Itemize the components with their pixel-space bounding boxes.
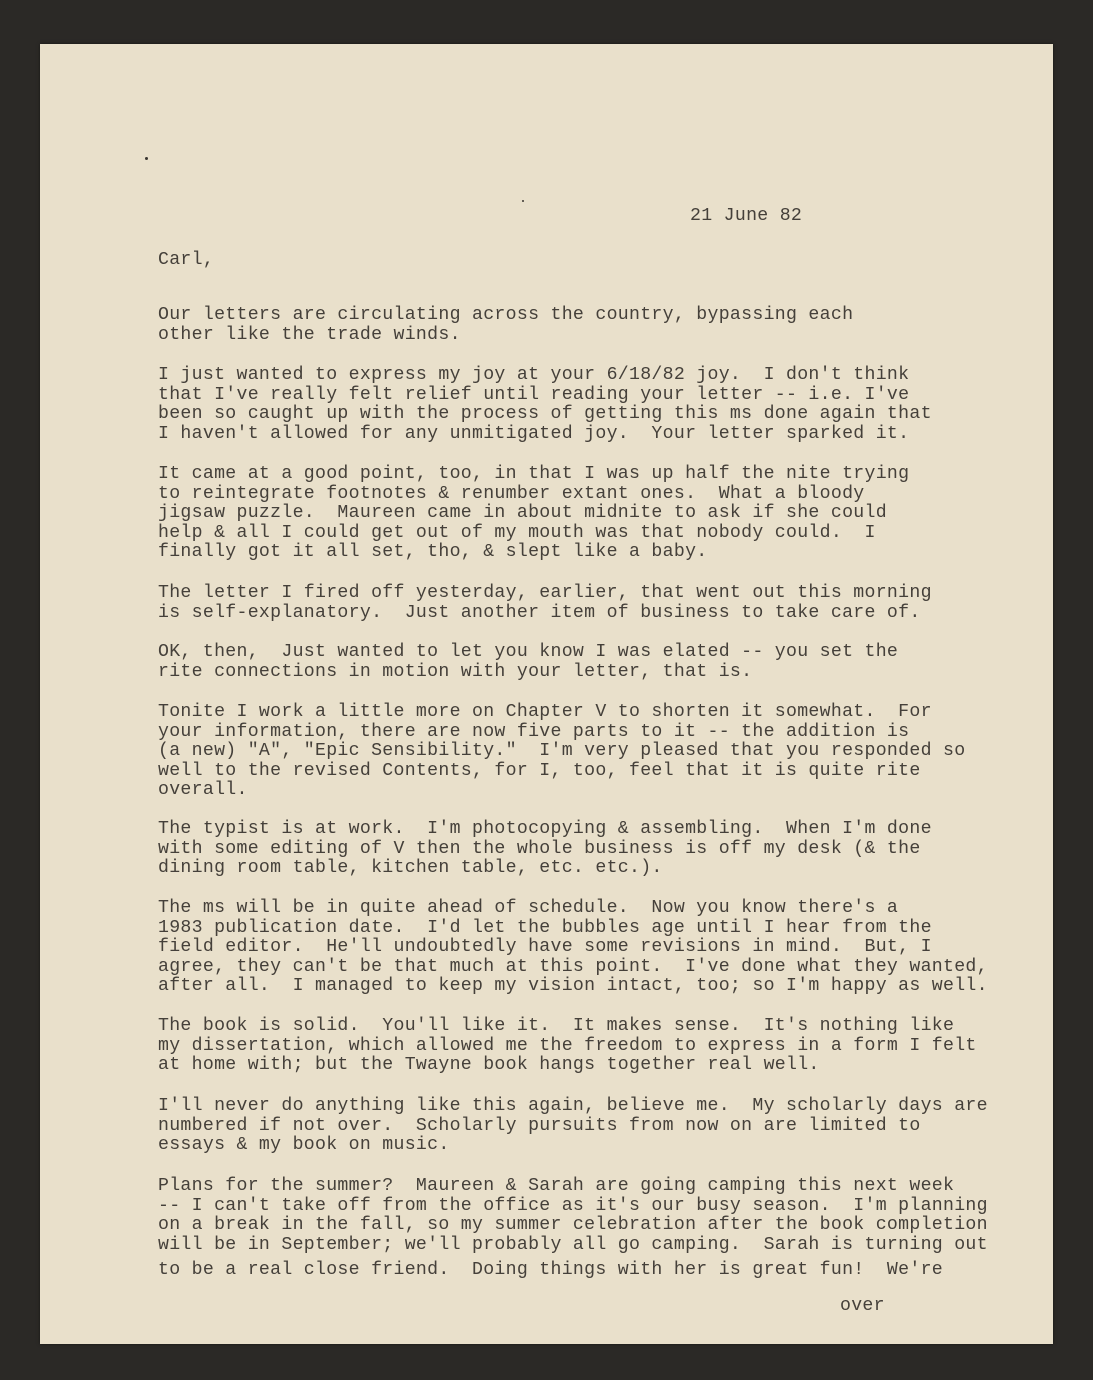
paragraph-line: (a new) "A", "Epic Sensibility." I'm very pleased that you responded so (158, 741, 966, 761)
paragraph-line: on a break in the fall, so my summer celebration after the book completion (158, 1215, 988, 1235)
letter-paragraph (158, 703, 965, 801)
paragraph-line: with some editing of V then the whole business is off my desk (& the (158, 838, 921, 859)
paragraph-line: other like the trade winds. (158, 324, 461, 345)
paragraph-line: help & all I could get out of my mouth was that nobody could. I (158, 522, 876, 543)
letter-page (40, 44, 1053, 1344)
paragraph-line: agree, they can't be that much at this point. I've done what they wanted, (158, 956, 988, 977)
paragraph-line: after all. I managed to keep my vision intact, too; so I'm happy as well. (158, 976, 988, 996)
paragraph-line: The letter I fired off yesterday, earlier, that went out this morning (158, 583, 932, 603)
paragraph-line: -- I can't take off from the office as it's our busy season. I'm planning (158, 1195, 988, 1216)
paragraph-line: 1983 publication date. I'd let the bubbles age until I hear from the (158, 917, 932, 938)
paper-speck (145, 157, 148, 160)
paragraph-line: It came at a good point, too, in that I was up half the nite trying (158, 464, 910, 484)
letter-paragraph (158, 643, 898, 682)
paragraph-line: to be a real close friend. Doing things with her is great fun! We're (158, 1260, 943, 1280)
continuation-note: over (840, 1296, 885, 1316)
paragraph-line: rite connections in motion with your letter, that is. (158, 661, 753, 682)
paragraph-line: my dissertation, which allowed me the freedom to express in a form I felt (158, 1035, 977, 1056)
paragraph-line: I just wanted to express my joy at your 6/18/82 joy. I don't think (158, 365, 910, 385)
paragraph-line: finally got it all set, tho, & slept like a baby. (158, 542, 708, 562)
paragraph-line: OK, then, Just wanted to let you know I was elated -- you set the (158, 642, 899, 662)
paragraph-line: The typist is at work. I'm photocopying & assembling. When I'm done (158, 819, 932, 839)
paragraph-line: is self-explanatory. Just another item of business to take care of. (158, 602, 921, 623)
paragraph-line: will be in September; we'll probably all go camping. Sarah is turning out (158, 1234, 988, 1255)
letter-paragraph (158, 366, 932, 444)
paragraph-line: Plans for the summer? Maureen & Sarah are going camping this next week (158, 1176, 955, 1196)
paragraph-line: The book is solid. You'll like it. It makes sense. It's nothing like (158, 1016, 955, 1036)
letter-paragraph (158, 1017, 977, 1076)
paragraph-line: field editor. He'll undoubtedly have some revisions in mind. But, I (158, 937, 932, 957)
letter-paragraph (158, 465, 909, 563)
paragraph-line: dining room table, kitchen table, etc. etc.). (158, 858, 663, 878)
paragraph-line: Tonite I work a little more on Chapter V to shorten it somewhat. For (158, 702, 932, 722)
letter-paragraph (158, 1097, 988, 1156)
paragraph-line: essays & my book on music. (158, 1135, 450, 1155)
paragraph-line: Our letters are circulating across the country, bypassing each (158, 305, 854, 325)
letter-paragraph (158, 306, 853, 345)
paragraph-line: that I've really felt relief until reading your letter -- i.e. I've (158, 384, 910, 405)
paragraph-line: to reintegrate footnotes & renumber extant ones. What a bloody (158, 483, 865, 504)
letter-paragraph (158, 584, 932, 623)
paragraph-line: overall. (158, 780, 248, 800)
letter-salutation: Carl, (158, 250, 215, 270)
paragraph-line: The ms will be in quite ahead of schedule. Now you know there's a (158, 898, 899, 918)
letter-paragraph (158, 899, 988, 997)
letter-paragraph (158, 1177, 988, 1281)
paragraph-line: I'll never do anything like this again, believe me. My scholarly days are (158, 1096, 988, 1116)
paragraph-line: I haven't allowed for any unmitigated joy. Your letter sparked it. (158, 423, 910, 444)
paragraph-line: been so caught up with the process of getting this ms done again that (158, 404, 932, 424)
paper-speck (522, 200, 524, 202)
paragraph-line: well to the revised Contents, for I, too, feel that it is quite rite (158, 760, 921, 781)
letter-paragraph (158, 820, 932, 879)
paragraph-line: jigsaw puzzle. Maureen came in about midnite to ask if she could (158, 503, 887, 523)
paragraph-line: at home with; but the Twayne book hangs together real well. (158, 1055, 820, 1075)
paragraph-line: your information, there are now five parts to it -- the addition is (158, 721, 910, 742)
letter-date: 21 June 82 (690, 206, 803, 226)
paragraph-line: numbered if not over. Scholarly pursuits from now on are limited to (158, 1115, 921, 1136)
